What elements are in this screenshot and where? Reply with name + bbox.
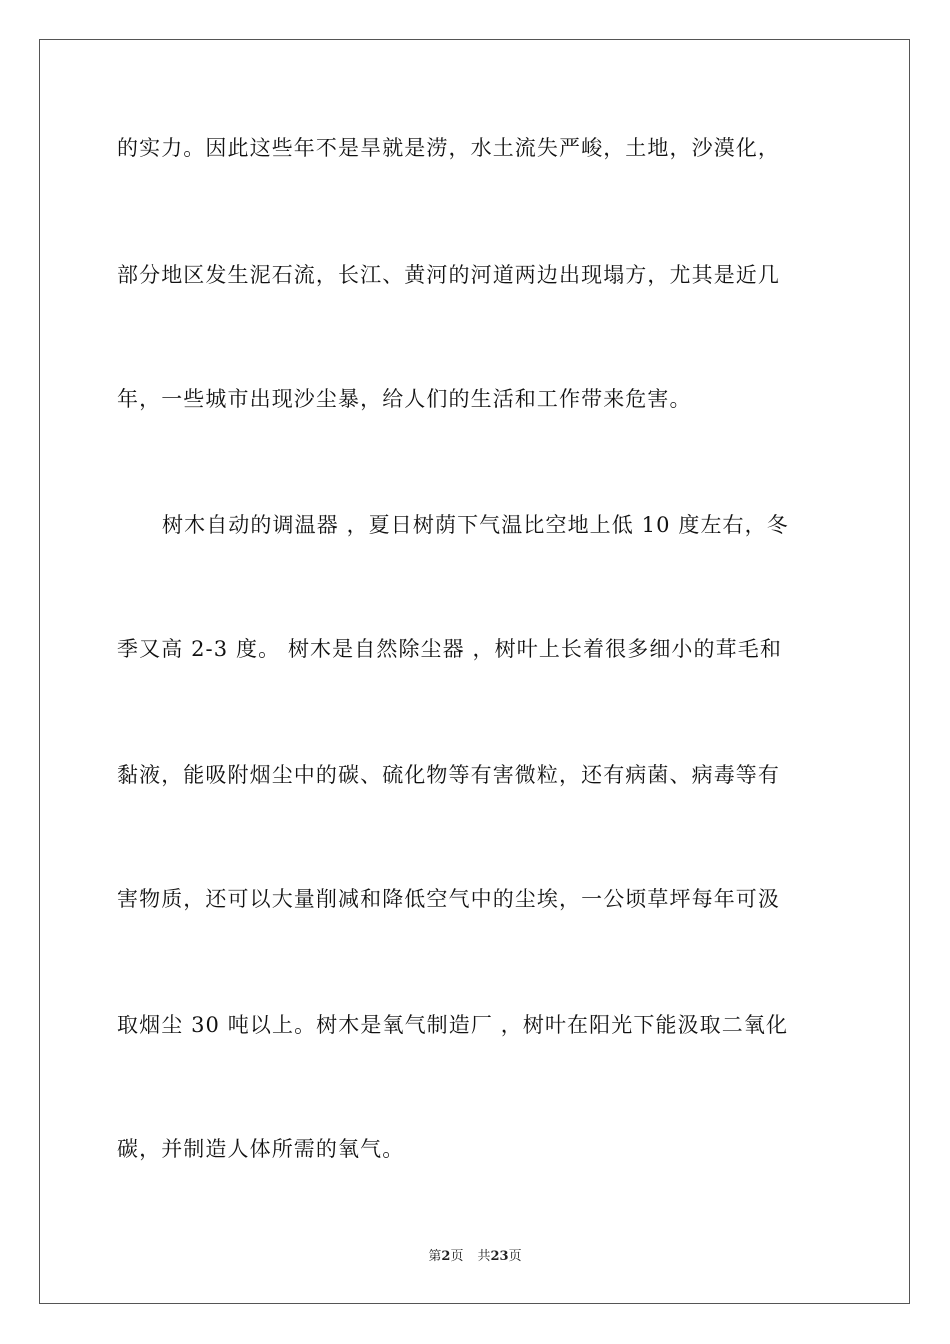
text-line: 年，一些城市出现沙尘暴，给人们的生活和工作带来危害。 [117, 387, 692, 411]
page-prefix: 第 [428, 1249, 442, 1264]
page-footer [0, 1248, 950, 1266]
text-line: 部分地区发生泥石流，长江、黄河的河道两边出现塌方，尤其是近几 [117, 263, 780, 287]
page-number: 2 [441, 1249, 451, 1264]
text-line: 害物质，还可以大量削减和降低空气中的尘埃，一公顷草坪每年可汲 [117, 887, 780, 911]
total-suffix: 页 [508, 1249, 522, 1264]
paragraph-first-line: 树木自动的调温器 ，夏日树荫下气温比空地上低 10 度左右，冬 [162, 513, 789, 537]
text-line: 的实力。因此这些年不是旱就是涝，水土流失严峻，土地，沙漠化， [117, 136, 780, 160]
total-prefix: 共 [477, 1249, 491, 1264]
page-suffix: 页 [450, 1249, 464, 1264]
text-line: 取烟尘 30 吨以上。树木是氧气制造厂 ，树叶在阳光下能汲取二氧化 [117, 1013, 789, 1037]
text-line: 黏液，能吸附烟尘中的碳、硫化物等有害微粒，还有病菌、病毒等有 [117, 763, 780, 787]
page-frame [39, 39, 910, 1304]
text-line: 季又高 2-3 度。 树木是自然除尘器 ，树叶上长着很多细小的茸毛和 [117, 637, 782, 661]
total-pages: 23 [490, 1249, 509, 1264]
text-line: 碳，并制造人体所需的氧气。 [117, 1137, 405, 1161]
